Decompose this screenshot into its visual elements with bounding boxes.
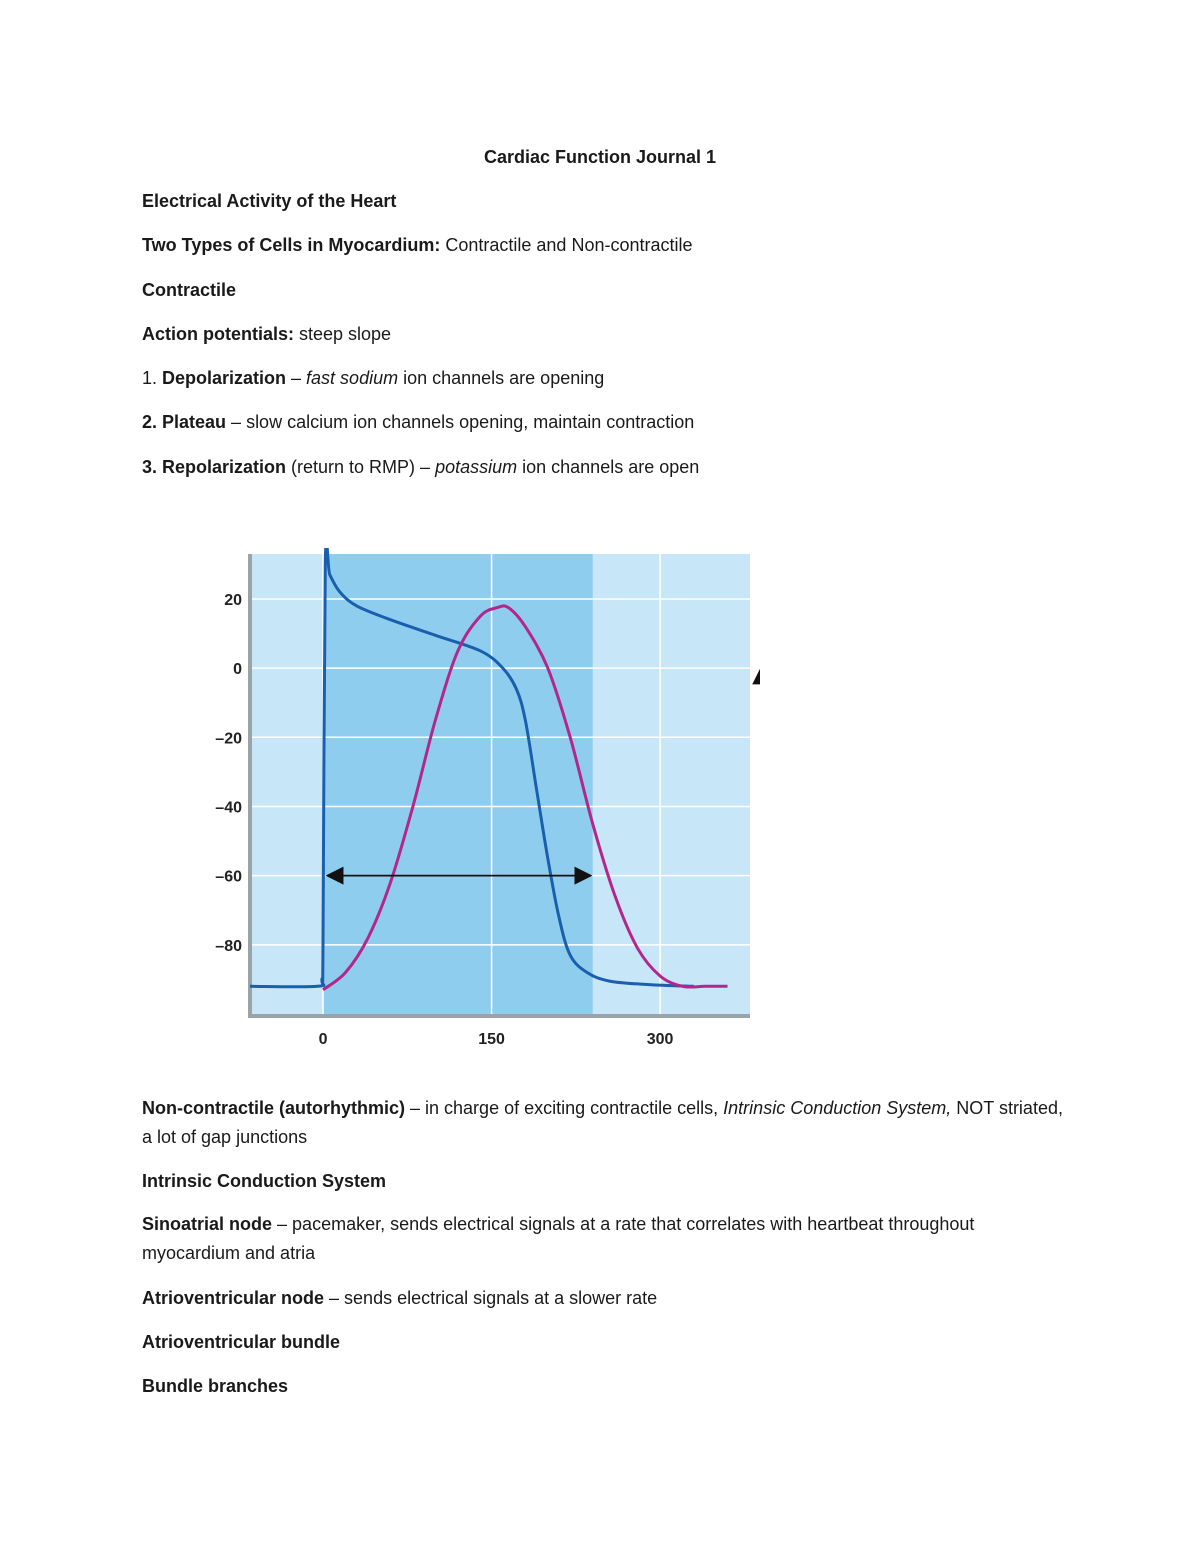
phase-2-plateau: 2. Plateau – slow calcium ion channels opening, maintain contraction [142, 412, 695, 432]
x-tick-label: 150 [478, 1031, 505, 1048]
av-node-line: Atrioventricular node – sends electrical signals at a slower rate [142, 1288, 658, 1308]
x-tick-label: 300 [646, 1031, 674, 1048]
y-tick-label: 0 [233, 661, 242, 679]
contractile-heading: Contractile [142, 280, 237, 300]
section-heading-electrical-activity: Electrical Activity of the Heart [142, 191, 397, 211]
bundle-branches-line: Bundle branches [142, 1376, 289, 1396]
action-potentials-line: Action potentials: steep slope [142, 324, 392, 344]
action-potential-chart [190, 548, 760, 1048]
page-title: Cardiac Function Journal 1 [483, 147, 717, 167]
y-tick-label: –40 [215, 799, 242, 817]
chart-canvas [190, 548, 760, 1048]
y-tick-label: –60 [215, 868, 242, 886]
y-tick-label: 20 [224, 591, 242, 609]
cell-types-line: Two Types of Cells in Myocardium: Contractile and Non-contractile [142, 235, 693, 255]
y-tick-label: –20 [215, 730, 242, 748]
ics-heading: Intrinsic Conduction System [142, 1171, 387, 1191]
y-tick-label: –80 [215, 937, 242, 955]
av-bundle-line: Atrioventricular bundle [142, 1332, 341, 1352]
sa-node-paragraph: Sinoatrial node – pacemaker, sends electrical signals at a rate that correlates with heartbeat throughout myocardium and atria [142, 1214, 975, 1263]
noncontractile-paragraph: Non-contractile (autorhythmic) – in charge of exciting contractile cells, Intrinsic Conduction System, NOT striated, a lot of gap junctions [142, 1098, 1063, 1147]
phase-1-depolarization: 1. Depolarization – fast sodium ion channels are opening [142, 368, 605, 388]
phase-3-repolarization: 3. Repolarization (return to RMP) – potassium ion channels are open [142, 457, 700, 477]
x-tick-label: 0 [318, 1031, 328, 1048]
